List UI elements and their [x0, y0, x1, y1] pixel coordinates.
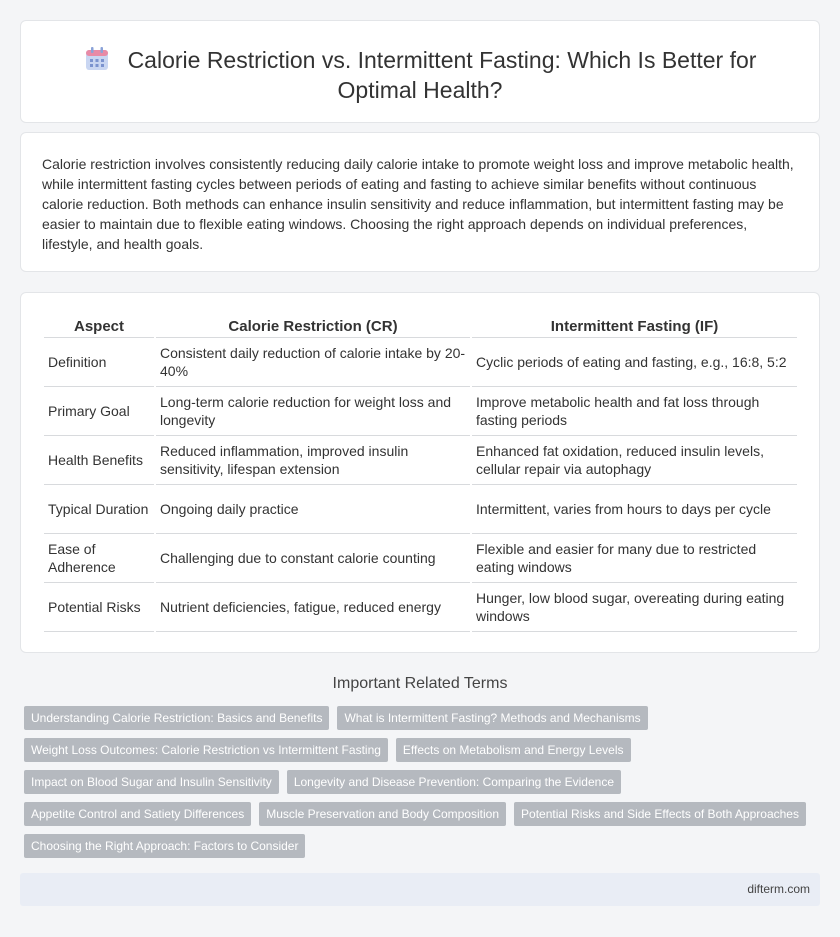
- row-cr: Nutrient deficiencies, fatigue, reduced energy: [156, 583, 470, 632]
- title-card: [20, 20, 820, 123]
- row-if: Enhanced fat oxidation, reduced insulin levels, cellular repair via autophagy: [472, 436, 797, 485]
- footer-site-link[interactable]: difterm.com: [747, 882, 810, 896]
- page-title-wrap: [21, 45, 819, 105]
- related-terms-title: Important Related Terms: [332, 675, 508, 692]
- header-intermittent-fasting: Intermittent Fasting (IF): [472, 312, 797, 338]
- calendar-icon: [84, 46, 110, 72]
- row-aspect: Ease of Adherence: [44, 534, 154, 583]
- table-row: [44, 338, 797, 387]
- row-aspect: Typical Duration: [44, 485, 154, 534]
- row-aspect: Potential Risks: [44, 583, 154, 632]
- row-if: Flexible and easier for many due to restricted eating windows: [472, 534, 797, 583]
- row-cr: Challenging due to constant calorie counting: [156, 534, 470, 583]
- related-term-tag[interactable]: Understanding Calorie Restriction: Basics and Benefits: [24, 706, 329, 730]
- intro-card: [20, 132, 820, 272]
- row-cr: Consistent daily reduction of calorie intake by 20-40%: [156, 338, 470, 387]
- row-cr: Ongoing daily practice: [156, 485, 470, 534]
- row-cr: Long-term calorie reduction for weight loss and longevity: [156, 387, 470, 436]
- related-term-tag[interactable]: What is Intermittent Fasting? Methods and Mechanisms: [337, 706, 647, 730]
- comparison-table: [42, 312, 799, 632]
- page-title: Calorie Restriction vs. Intermittent Fasting: Which Is Better for Optimal Health?: [127, 47, 757, 103]
- row-if: Improve metabolic health and fat loss through fasting periods: [472, 387, 797, 436]
- related-term-tag[interactable]: Impact on Blood Sugar and Insulin Sensitivity: [24, 770, 279, 794]
- table-header-row: [44, 312, 797, 338]
- footer: [20, 873, 820, 906]
- table-row: [44, 534, 797, 583]
- related-terms-list: [24, 706, 824, 866]
- row-aspect: Definition: [44, 338, 154, 387]
- row-if: Hunger, low blood sugar, overeating during eating windows: [472, 583, 797, 632]
- intro-paragraph: Calorie restriction involves consistently reducing daily calorie intake to promote weight loss and improve metabolic health, while intermittent fasting cycles between periods of eating and fasting to achieve similar benefits without continuous calorie reduction. Both methods can enhance insulin sensitivity and reduce inflammation, but intermittent fasting may be easier to maintain due to flexible eating windows. Choosing the right approach depends on individual preferences, lifestyle, and health goals.: [42, 156, 794, 252]
- row-if: Intermittent, varies from hours to days per cycle: [472, 485, 797, 534]
- related-term-tag[interactable]: Appetite Control and Satiety Differences: [24, 802, 251, 826]
- row-aspect: Primary Goal: [44, 387, 154, 436]
- table-row: [44, 583, 797, 632]
- related-term-tag[interactable]: Effects on Metabolism and Energy Levels: [396, 738, 631, 762]
- related-term-tag[interactable]: Weight Loss Outcomes: Calorie Restriction vs Intermittent Fasting: [24, 738, 388, 762]
- related-term-tag[interactable]: Muscle Preservation and Body Composition: [259, 802, 506, 826]
- comparison-card: [20, 292, 820, 653]
- table-row: [44, 436, 797, 485]
- row-aspect: Health Benefits: [44, 436, 154, 485]
- related-term-tag[interactable]: Longevity and Disease Prevention: Comparing the Evidence: [287, 770, 621, 794]
- header-aspect: Aspect: [44, 312, 154, 338]
- row-cr: Reduced inflammation, improved insulin sensitivity, lifespan extension: [156, 436, 470, 485]
- table-row: [44, 485, 797, 534]
- header-calorie-restriction: Calorie Restriction (CR): [156, 312, 470, 338]
- table-row: [44, 387, 797, 436]
- row-if: Cyclic periods of eating and fasting, e.g., 16:8, 5:2: [472, 338, 797, 387]
- related-term-tag[interactable]: Potential Risks and Side Effects of Both Approaches: [514, 802, 806, 826]
- related-term-tag[interactable]: Choosing the Right Approach: Factors to Consider: [24, 834, 305, 858]
